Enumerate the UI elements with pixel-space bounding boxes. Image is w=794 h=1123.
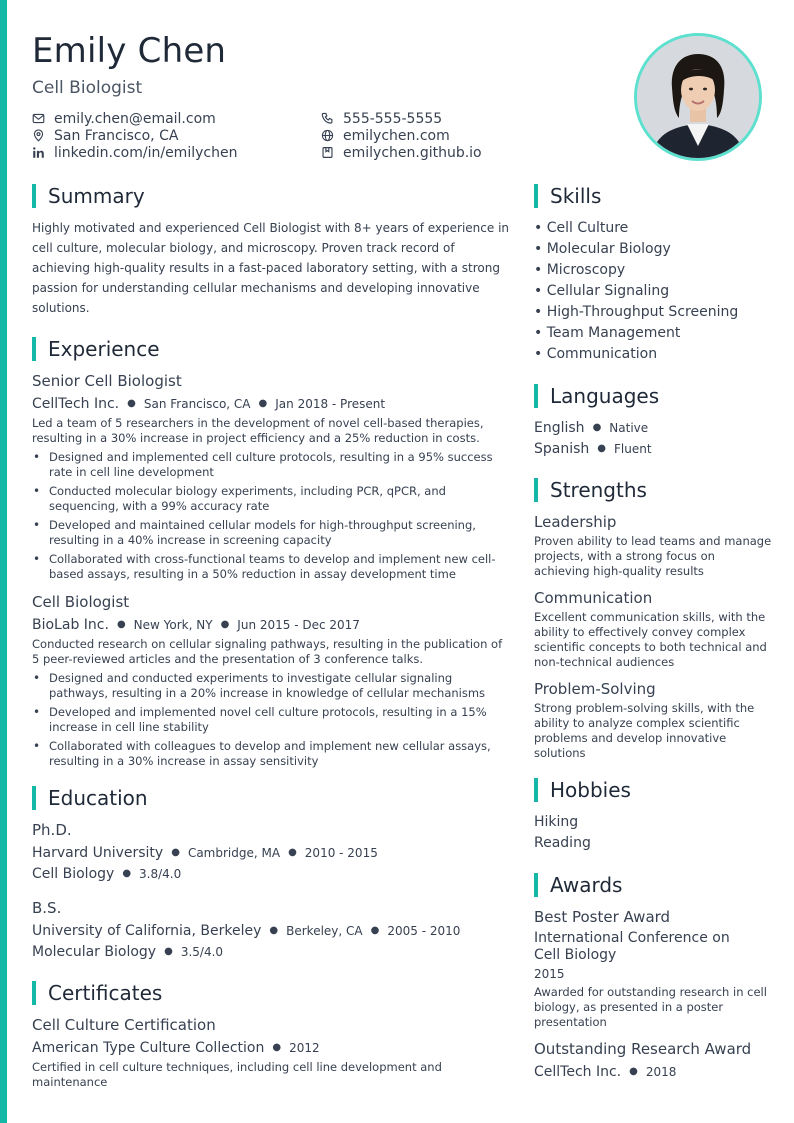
hobbies-heading: [534, 777, 774, 803]
strength-name: Problem-Solving: [534, 680, 656, 698]
accent-bar: [0, 0, 7, 1123]
languages-heading-text: Languages: [550, 384, 660, 408]
heading-accent: [534, 778, 538, 802]
strengths-heading: [534, 477, 774, 503]
strength-description: Proven ability to lead teams and manage projects, with a strong focus on achieving high-quality results: [534, 534, 772, 578]
hobbies-list: [534, 812, 774, 854]
linkedin-icon: [32, 146, 45, 159]
education-dates: 2010 - 2015: [304, 846, 378, 860]
heading-accent: [32, 184, 36, 208]
skill-item: • Cellular Signaling: [534, 283, 670, 299]
strengths-heading-text: Strengths: [550, 478, 647, 502]
job-company: BioLab Inc.: [32, 617, 109, 633]
hobby-item: Reading: [534, 835, 591, 851]
job-role: Senior Cell Biologist: [32, 372, 182, 390]
contact-linkedin[interactable]: [32, 144, 237, 161]
contact-website-text: emilychen.com: [343, 127, 450, 144]
field-of-study: Molecular Biology: [32, 944, 157, 960]
separator-dot: ●: [629, 1066, 638, 1077]
experience-item: [32, 371, 512, 582]
heading-accent: [534, 478, 538, 502]
experience-heading: [32, 336, 512, 362]
education-dates: 2005 - 2010: [387, 924, 461, 938]
globe-icon: [321, 129, 334, 142]
job-location: San Francisco, CA: [143, 397, 251, 411]
hobbies-heading-text: Hobbies: [550, 778, 631, 802]
education-meta: [32, 921, 512, 941]
separator-dot: ●: [258, 398, 268, 409]
strength-item: [534, 512, 774, 579]
award-org: CellTech Inc.: [534, 1064, 622, 1080]
separator-dot: ●: [272, 1042, 282, 1053]
contact-list: [32, 110, 622, 162]
job-bullets: [32, 450, 512, 582]
job-bullet: • Developed and maintained cellular models for high-throughput screening, resulting in a 40% increase in screening capacity: [32, 518, 512, 548]
job-bullet: • Conducted molecular biology experiments, including PCR, qPCR, and sequencing, with a 99% accuracy rate: [32, 484, 512, 514]
hobby-item: Hiking: [534, 814, 579, 830]
skill-item: • Team Management: [534, 325, 681, 341]
award-description: Awarded for outstanding research in cell biology, as presented in a poster presentation: [534, 985, 767, 1029]
heading-accent: [534, 873, 538, 897]
heading-accent: [32, 786, 36, 810]
heading-accent: [32, 981, 36, 1005]
language-item: [534, 439, 774, 459]
job-location: New York, NY: [133, 618, 213, 632]
education-heading-text: Education: [48, 786, 148, 810]
side-column: [534, 183, 774, 1082]
summary-text: Highly motivated and experienced Cell Biologist with 8+ years of experience in cell culture, molecular biology, and microscopy. Proven track record of achieving high-quality results in a fast-paced laboratory setting, with a strong passion for understanding cellular mechanisms and developing innovative solutions.: [32, 221, 510, 315]
education-field-row: [32, 864, 512, 884]
separator-dot: ●: [171, 847, 180, 858]
school: Harvard University: [32, 845, 164, 861]
skills-heading: [534, 183, 774, 209]
language-level: Native: [609, 421, 649, 435]
contact-email[interactable]: [32, 110, 216, 127]
degree: Ph.D.: [32, 821, 72, 839]
education-heading: [32, 785, 512, 811]
contact-email-text: emily.chen@email.com: [54, 110, 216, 127]
job-dates: Jun 2015 - Dec 2017: [237, 618, 360, 632]
heading-accent: [534, 384, 538, 408]
contact-github-text: emilychen.github.io: [343, 144, 482, 161]
certificate-issuer: American Type Culture Collection: [32, 1040, 265, 1056]
job-meta: [32, 615, 512, 635]
education-item: [32, 820, 512, 884]
award-meta: [534, 1062, 774, 1082]
strength-name: Leadership: [534, 513, 617, 531]
job-bullet: • Collaborated with cross-functional teams to develop and implement new cell-based assays, resulting in a 50% reduction in assay development time: [32, 552, 512, 582]
separator-dot: ●: [220, 619, 230, 630]
education-field-row: [32, 942, 512, 962]
experience-heading-text: Experience: [48, 337, 160, 361]
award-name: Best Poster Award: [534, 908, 671, 926]
location-icon: [32, 129, 45, 142]
job-meta: [32, 394, 512, 414]
skill-item: • Cell Culture: [534, 220, 629, 236]
skill-item: • Communication: [534, 346, 658, 362]
contact-phone-text: 555-555-5555: [343, 110, 443, 127]
skill-item: • Molecular Biology: [534, 241, 671, 257]
job-description: Led a team of 5 researchers in the development of novel cell-based therapies, resulting in a 30% increase in project efficiency and a 25% reduction in costs.: [32, 416, 484, 445]
skills-heading-text: Skills: [550, 184, 602, 208]
job-bullet: • Collaborated with colleagues to develop and implement new cellular assays, resulting in a 30% increase in assay sensitivity: [32, 739, 512, 769]
award-year: 2015: [534, 967, 565, 981]
skills-list: [534, 218, 774, 365]
gpa: 3.5/4.0: [180, 945, 224, 959]
education-meta: [32, 843, 512, 863]
award-item: [534, 1039, 774, 1082]
field-of-study: Cell Biology: [32, 866, 115, 882]
school-location: Berkeley, CA: [286, 924, 363, 938]
education-item: [32, 898, 512, 962]
award-item: [534, 907, 774, 1030]
contact-location: [32, 127, 178, 144]
strength-name: Communication: [534, 589, 653, 607]
strength-description: Strong problem-solving skills, with the ability to analyze complex scientific problems and develop innovative solutions: [534, 701, 755, 760]
candidate-title: Cell Biologist: [32, 78, 143, 98]
profile-photo: [634, 33, 762, 161]
separator-dot: ●: [116, 619, 126, 630]
contact-website[interactable]: [321, 127, 450, 144]
strength-item: [534, 588, 774, 670]
resume-header: [32, 30, 622, 162]
job-bullet: • Designed and implemented cell culture protocols, resulting in a 95% success rate in cell line development: [32, 450, 512, 480]
separator-dot: ●: [122, 868, 132, 879]
contact-github[interactable]: [321, 144, 482, 161]
separator-dot: ●: [597, 443, 607, 454]
heading-accent: [534, 184, 538, 208]
degree: B.S.: [32, 899, 62, 917]
job-bullets: [32, 671, 512, 769]
certificate-description: Certified in cell culture techniques, including cell line development and maintenance: [32, 1060, 442, 1089]
certificate-item: [32, 1015, 512, 1090]
bookmark-icon: [321, 146, 334, 159]
certificates-heading-text: Certificates: [48, 981, 163, 1005]
awards-heading: [534, 872, 774, 898]
heading-accent: [32, 337, 36, 361]
mail-icon: [32, 112, 45, 125]
candidate-name: Emily Chen: [32, 31, 227, 71]
certificate-meta: [32, 1038, 512, 1058]
strength-description: Excellent communication skills, with the ability to effectively convey complex scientific concepts to both technical and non-technical audiences: [534, 610, 767, 669]
separator-dot: ●: [288, 847, 297, 858]
award-year: 2018: [645, 1065, 677, 1079]
contact-location-text: San Francisco, CA: [54, 127, 179, 144]
contact-phone[interactable]: [321, 110, 442, 127]
language-name: Spanish: [534, 441, 590, 457]
award-org: International Conference on Cell Biology: [534, 930, 730, 963]
skill-item: • High-Throughput Screening: [534, 304, 739, 320]
awards-heading-text: Awards: [550, 873, 623, 897]
school-location: Cambridge, MA: [187, 846, 281, 860]
main-column: [32, 183, 512, 1090]
award-name: Outstanding Research Award: [534, 1040, 752, 1058]
certificates-heading: [32, 980, 512, 1006]
summary-heading: [32, 183, 512, 209]
job-bullet: • Designed and conducted experiments to investigate cellular signaling pathways, resulting in a 20% increase in knowledge of cellular mechanisms: [32, 671, 512, 701]
job-bullet: • Developed and implemented novel cell culture protocols, resulting in a 15% increase in cell line stability: [32, 705, 512, 735]
separator-dot: ●: [592, 422, 602, 433]
separator-dot: ●: [370, 925, 380, 936]
certificate-name: Cell Culture Certification: [32, 1016, 216, 1034]
job-role: Cell Biologist: [32, 593, 130, 611]
summary-heading-text: Summary: [48, 184, 145, 208]
contact-linkedin-text: linkedin.com/in/emilychen: [54, 144, 238, 161]
skill-item: • Microscopy: [534, 262, 626, 278]
phone-icon: [321, 112, 334, 125]
strength-item: [534, 679, 774, 761]
languages-heading: [534, 383, 774, 409]
job-description: Conducted research on cellular signaling pathways, resulting in the publication of 5 peer-reviewed articles and the presentation of 3 conference talks.: [32, 637, 503, 666]
language-name: English: [534, 420, 585, 436]
gpa: 3.8/4.0: [139, 867, 182, 881]
school: University of California, Berkeley: [32, 923, 262, 939]
separator-dot: ●: [269, 925, 279, 936]
job-dates: Jan 2018 - Present: [275, 397, 386, 411]
job-company: CellTech Inc.: [32, 396, 120, 412]
separator-dot: ●: [127, 398, 136, 409]
experience-item: [32, 592, 512, 769]
language-item: [534, 418, 774, 438]
separator-dot: ●: [164, 946, 173, 957]
certificate-year: 2012: [289, 1041, 320, 1055]
language-level: Fluent: [614, 442, 652, 456]
